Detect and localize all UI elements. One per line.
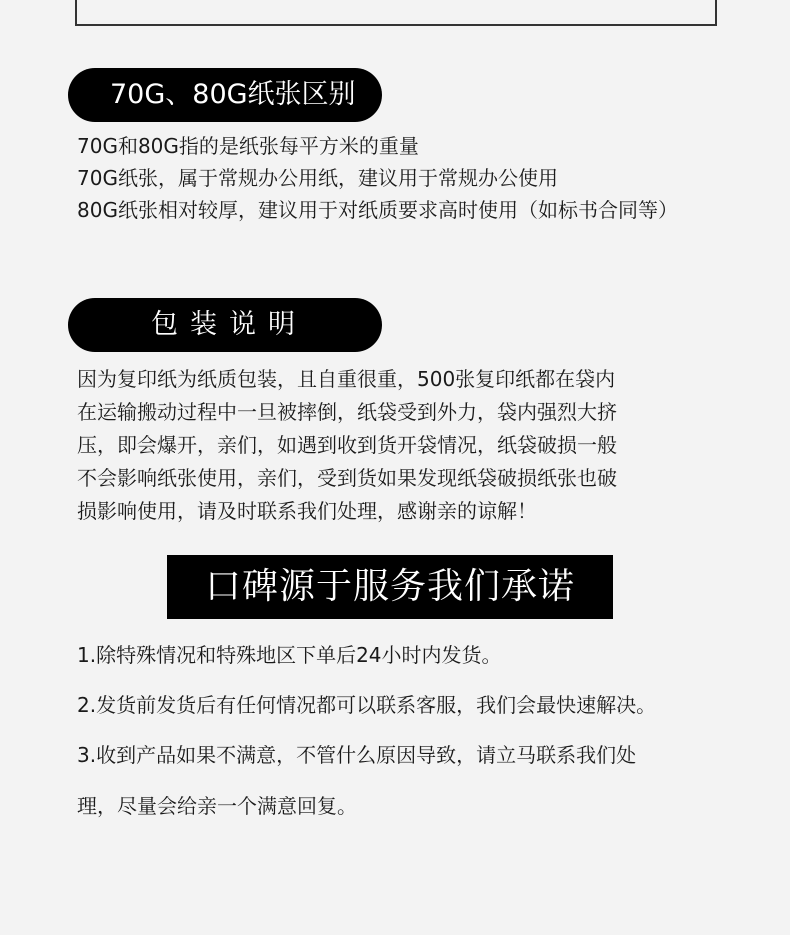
packaging-line: 不会影响纸张使用，亲们，受到货如果发现纸袋破损纸张也破: [77, 466, 617, 490]
promise-item: 1.除特殊情况和特殊地区下单后24小时内发货。: [77, 643, 502, 667]
promise-item: 3.收到产品如果不满意，不管什么原因导致，请立马联系我们处: [77, 743, 637, 767]
packaging-heading: 包装说明: [68, 298, 382, 352]
packaging-text: [77, 363, 617, 528]
packaging-line: 压，即会爆开，亲们，如遇到收到货开袋情况，纸袋破损一般: [77, 433, 617, 457]
promise-item: 理，尽量会给亲一个满意回复。: [77, 794, 357, 818]
paper-weight-line: 80G纸张相对较厚，建议用于对纸质要求高时使用（如标书合同等）: [77, 198, 678, 222]
top-frame-border: [75, 0, 717, 26]
paper-weight-heading: 70G、80G纸张区别: [68, 68, 382, 122]
packaging-line: 在运输搬动过程中一旦被摔倒，纸袋受到外力，袋内强烈大挤: [77, 400, 617, 424]
paper-weight-line: 70G和80G指的是纸张每平方米的重量: [77, 134, 419, 158]
packaging-line: 因为复印纸为纸质包装，且自重很重，500张复印纸都在袋内: [77, 367, 616, 391]
paper-weight-text: [77, 130, 678, 226]
packaging-line: 损影响使用，请及时联系我们处理，感谢亲的谅解！: [77, 499, 537, 523]
promise-item: 2.发货前发货后有任何情况都可以联系客服，我们会最快速解决。: [77, 693, 657, 717]
promise-banner: 口碑源于服务我们承诺: [167, 555, 613, 619]
paper-weight-line: 70G纸张，属于常规办公用纸，建议用于常规办公使用: [77, 166, 558, 190]
